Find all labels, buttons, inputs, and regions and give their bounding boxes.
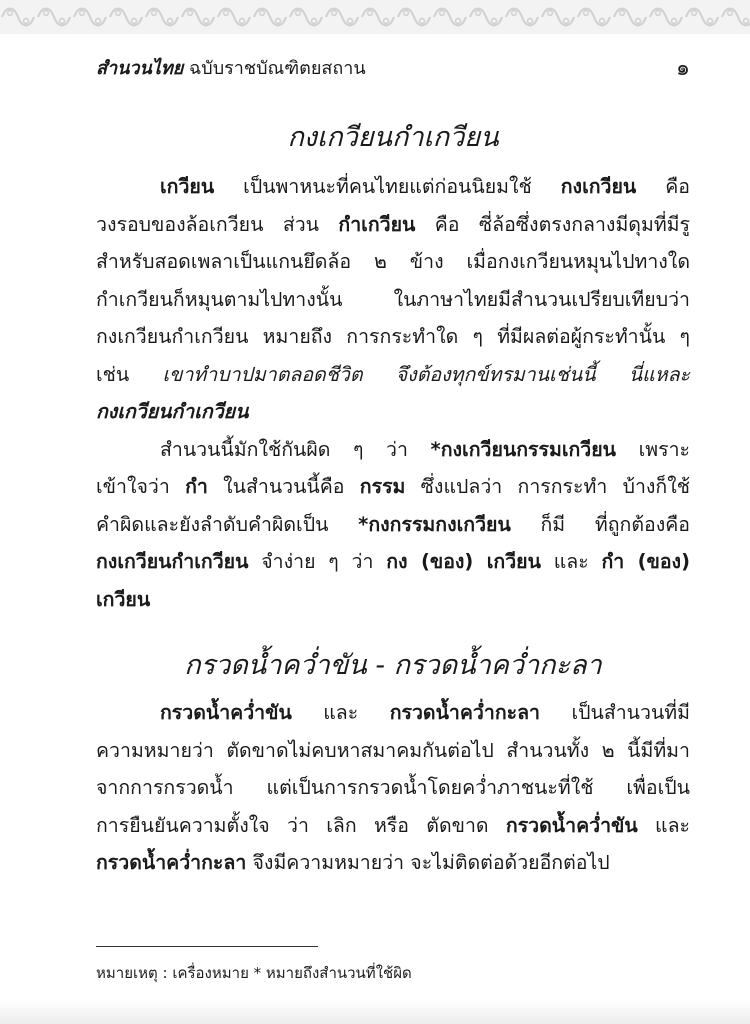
- footnote-text: หมายเหตุ : เครื่องหมาย * หมายถึงสำนวนที่ใช้ผิด: [96, 964, 412, 982]
- page-bottom-shadow: [0, 1000, 750, 1024]
- text-line: [96, 844, 690, 882]
- text-line: กงเกวียนกำเกวียน: [96, 400, 249, 423]
- text-line: [96, 468, 690, 506]
- text-run: ซึ่งแปลว่า การกระทำ บ้างก็ใช้: [405, 475, 690, 498]
- text-line: [96, 543, 690, 581]
- term-bold: เกวียน: [160, 175, 215, 198]
- text-run: คือ: [636, 175, 690, 198]
- term-bold: กำเกวียน: [338, 212, 416, 236]
- text-line: [96, 506, 690, 544]
- text-run: และ: [291, 701, 390, 724]
- term-bold: *กงกรรมกงเกวียน: [358, 512, 511, 536]
- text-line: [96, 356, 690, 394]
- text-line: [96, 206, 690, 244]
- text-line: สำหรับสอดเพลาเป็นแกนยึดล้อ ๒ ข้าง เมื่อกงเกวียนหมุนไปทางใด: [96, 250, 690, 273]
- text-run: เช่น: [96, 362, 163, 386]
- page-number: ๑: [676, 55, 690, 81]
- text-run: จึงมีความหมายว่า จะไม่ติดต่อด้วยอีกต่อไป: [246, 851, 610, 874]
- text-run: เป็นสำนวนที่มี: [540, 701, 691, 724]
- term-bold: *กงเกวียนกรรมเกวียน: [430, 437, 617, 461]
- paragraph-1: [96, 168, 690, 431]
- book-title: สำนวนไทย: [96, 57, 184, 79]
- running-title: [96, 53, 366, 82]
- text-line: กำเกวียนก็หมุนตามไปทางนั้น ในภาษาไทยมีสำนวนเปรียบเทียบว่า: [96, 287, 690, 311]
- text-line: [96, 168, 690, 206]
- term-bold: กรวดน้ำคว่ำกะลา: [389, 701, 540, 724]
- text-line: ความหมายว่า ตัดขาดไม่คบหาสมาคมกันต่อไป สำนวนทั้ง ๒ นี้มีที่มา: [96, 738, 690, 762]
- term-bold: กำ: [185, 475, 208, 498]
- text-run: ในสำนวนนี้คือ: [207, 475, 360, 498]
- term-bold: กง (ของ) เกวียน: [386, 550, 541, 573]
- text-line: เกวียน: [96, 587, 151, 611]
- edition-label: ฉบับราชบัณฑิตยสถาน: [189, 57, 366, 79]
- text-run: เป็นพาหนะที่คนไทยแต่ก่อนนิยมใช้: [214, 175, 561, 198]
- text-run: เข้าใจว่า: [96, 475, 186, 498]
- page-body: [96, 118, 690, 882]
- text-run: สำนวนนี้มักใช้กันผิด ๆ ว่า: [160, 437, 431, 461]
- term-bold: กงเกวียนกำเกวียน: [96, 550, 249, 573]
- text-run: จำง่าย ๆ ว่า: [248, 550, 387, 573]
- text-run: การยืนยันความตั้งใจ ว่า เลิก หรือ ตัดขาด: [96, 813, 506, 837]
- footnote-divider: [96, 946, 318, 947]
- text-line: [96, 807, 690, 845]
- term-bold: กรวดน้ำคว่ำขัน: [505, 813, 638, 837]
- text-run: และ: [637, 813, 690, 837]
- section-heading-2: กรวดน้ำคว่ำขัน - กรวดน้ำคว่ำกะลา: [184, 650, 602, 681]
- ornament-pattern: [0, 0, 750, 34]
- text-line: กงเกวียนกำเกวียน หมายถึง การกระทำใด ๆ ที่มีผลต่อผู้กระทำนั้น ๆ: [96, 325, 690, 348]
- term-bold: กรวดน้ำคว่ำขัน: [160, 701, 292, 724]
- text-line: [96, 694, 690, 732]
- footnote: [96, 946, 656, 985]
- term-bold: กรวดน้ำคว่ำกะลา: [96, 851, 247, 874]
- example-italic: เขาทำบาปมาตลอดชีวิต จึงต้องทุกข์ทรมานเช่นนี้ นี่แหละ: [162, 362, 690, 386]
- term-bold: กรรม: [359, 475, 406, 498]
- text-line: [96, 431, 690, 469]
- text-run: วงรอบของล้อเกวียน ส่วน: [96, 212, 339, 236]
- paragraph-3: [96, 694, 690, 882]
- text-run: คำผิดและยังลำดับคำผิดเป็น: [96, 512, 359, 536]
- decorative-border: [0, 0, 750, 34]
- term-bold: กำ (ของ): [601, 550, 690, 573]
- text-run: ก็มี ที่ถูกต้องคือ: [510, 512, 690, 536]
- text-run: คือ ซี่ล้อซึ่งตรงกลางมีดุมที่มีรู: [415, 212, 691, 236]
- paragraph-2: [96, 431, 690, 619]
- text-run: และ: [540, 550, 602, 573]
- term-bold: กงเกวียน: [560, 175, 637, 198]
- page-header: [96, 52, 690, 82]
- section-heading-1: กงเกวียนกำเกวียน: [287, 122, 499, 153]
- text-line: จากการกรวดน้ำ แต่เป็นการกรวดน้ำโดยคว่ำภาชนะที่ใช้ เพื่อเป็น: [96, 776, 690, 799]
- text-run: เพราะ: [616, 437, 690, 461]
